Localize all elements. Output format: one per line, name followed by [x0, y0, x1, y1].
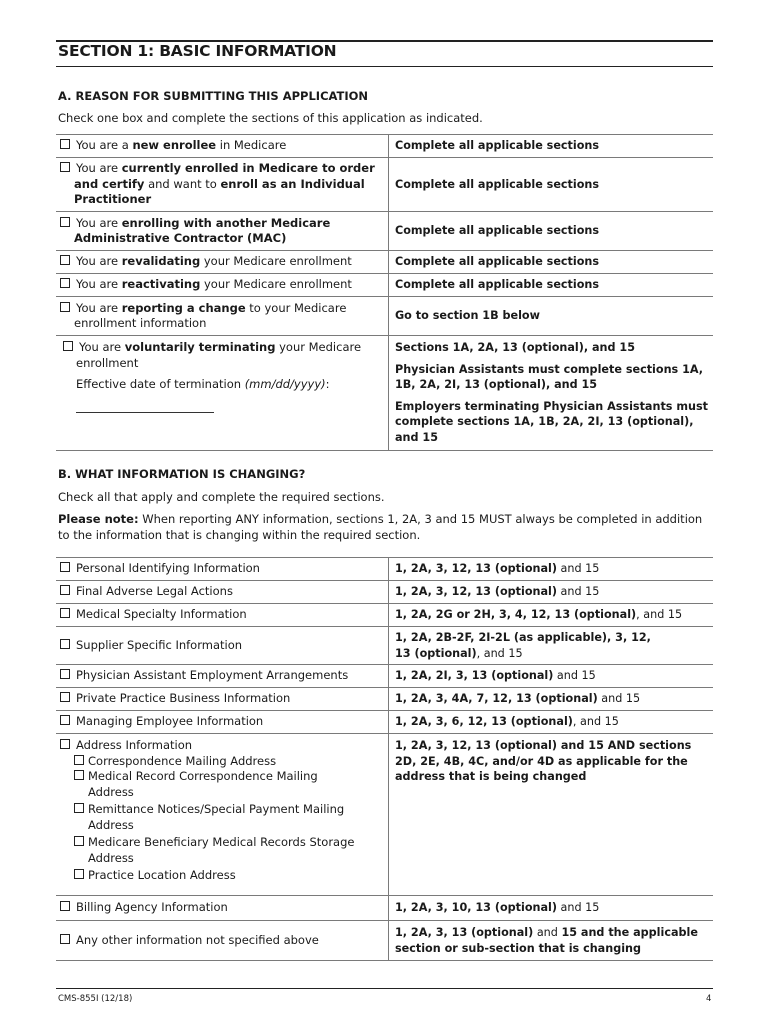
checkbox-billing-agency[interactable]	[60, 901, 70, 911]
checkbox-correspondence-mailing[interactable]	[74, 755, 84, 765]
table-row: Address Information Correspondence Mailing Address Medical Record Correspondence Mailing Address Remittance Notices/Special Payment Mailing Address Medicare Beneficiary Medical Records Storage Address Practice Location Address 1, 2A, 3, 12, 13 (optional) and 15 AND sections 2D, 2E, 4B, 4C, and/or 4D as applicable for the address that is being changed	[56, 734, 713, 896]
checkbox-supplier-specific[interactable]	[60, 639, 70, 649]
section-b-heading: B. WHAT INFORMATION IS CHANGING?	[58, 467, 306, 481]
table-row: Billing Agency Information 1, 2A, 3, 10, 13 (optional) and 15	[56, 896, 713, 921]
form-id: CMS-855I (12/18)	[58, 994, 133, 1004]
section-a-table	[56, 134, 713, 451]
table-row: Any other information not specified above 1, 2A, 3, 13 (optional) and 15 and the applicable section or sub-section that is changing	[56, 921, 713, 961]
table-row: Managing Employee Information 1, 2A, 3, 6, 12, 13 (optional), and 15	[56, 711, 713, 734]
checkbox-final-adverse[interactable]	[60, 585, 70, 595]
checkbox-managing-employee[interactable]	[60, 715, 70, 725]
checkbox-personal-identifying[interactable]	[60, 562, 70, 572]
table-row: You are reactivating your Medicare enrollment Complete all applicable sections	[56, 274, 713, 297]
page-number: 4	[706, 994, 712, 1004]
checkbox-order-and-certify[interactable]	[60, 162, 70, 172]
checkbox-pa-employment[interactable]	[60, 669, 70, 679]
section-b-table	[56, 557, 713, 961]
title-underline	[56, 66, 713, 67]
termination-date-field[interactable]	[76, 412, 214, 413]
table-row: Physician Assistant Employment Arrangements 1, 2A, 2I, 3, 13 (optional) and 15	[56, 665, 713, 688]
table-row: Final Adverse Legal Actions 1, 2A, 3, 12, 13 (optional) and 15	[56, 581, 713, 604]
checkbox-beneficiary-records[interactable]	[74, 836, 84, 846]
table-row: You are a new enrollee in Medicare Complete all applicable sections	[56, 135, 713, 158]
checkbox-medical-record-mailing[interactable]	[74, 770, 84, 780]
checkbox-medical-specialty[interactable]	[60, 608, 70, 618]
table-row: You are voluntarily terminating your Medicare enrollment Effective date of termination (mm/dd/yyyy): Sections 1A, 2A, 13 (optional), and 15 Physician Assistants must complete sections 1A, 1B, 2A, 2I, 13 (optional), and 15 Employers terminating Physician Assistants must complete sections 1A, 1B, 2A, 2I, 13 (optional), and 15	[56, 336, 713, 451]
table-row: You are enrolling with another Medicare Administrative Contractor (MAC) Complete all applicable sections	[56, 212, 713, 251]
section-title: SECTION 1: BASIC INFORMATION	[58, 42, 337, 60]
section-b-note: Please note: When reporting ANY information, sections 1, 2A, 3 and 15 MUST always be completed in addition to the information that is changing within the required section.	[58, 512, 703, 542]
checkbox-private-practice[interactable]	[60, 692, 70, 702]
checkbox-new-enrollee[interactable]	[60, 139, 70, 149]
checkbox-another-mac[interactable]	[60, 217, 70, 227]
checkbox-reactivating[interactable]	[60, 278, 70, 288]
table-row: Medical Specialty Information 1, 2A, 2G or 2H, 3, 4, 12, 13 (optional), and 15	[56, 604, 713, 627]
footer-rule	[56, 988, 713, 989]
table-row: Supplier Specific Information 1, 2A, 2B-2F, 2I-2L (as applicable), 3, 12, 13 (optional), and 15	[56, 627, 713, 665]
table-row: You are revalidating your Medicare enrollment Complete all applicable sections	[56, 251, 713, 274]
section-a-heading: A. REASON FOR SUBMITTING THIS APPLICATION	[58, 89, 369, 103]
checkbox-voluntarily-terminating[interactable]	[63, 341, 73, 351]
checkbox-revalidating[interactable]	[60, 255, 70, 265]
table-row: You are currently enrolled in Medicare to order and certify and want to enroll as an Individual Practitioner Complete all applicable sections	[56, 158, 713, 212]
checkbox-reporting-change[interactable]	[60, 302, 70, 312]
table-row: Personal Identifying Information 1, 2A, 3, 12, 13 (optional) and 15	[56, 558, 713, 581]
section-a-instruction: Check one box and complete the sections of this application as indicated.	[58, 111, 483, 125]
checkbox-remittance-notices[interactable]	[74, 803, 84, 813]
section-b-instruction: Check all that apply and complete the required sections.	[58, 490, 385, 504]
table-row: You are reporting a change to your Medicare enrollment information Go to section 1B below	[56, 297, 713, 336]
table-row: Private Practice Business Information 1, 2A, 3, 4A, 7, 12, 13 (optional) and 15	[56, 688, 713, 711]
checkbox-other-information[interactable]	[60, 934, 70, 944]
checkbox-practice-location[interactable]	[74, 869, 84, 879]
checkbox-address-information[interactable]	[60, 739, 70, 749]
